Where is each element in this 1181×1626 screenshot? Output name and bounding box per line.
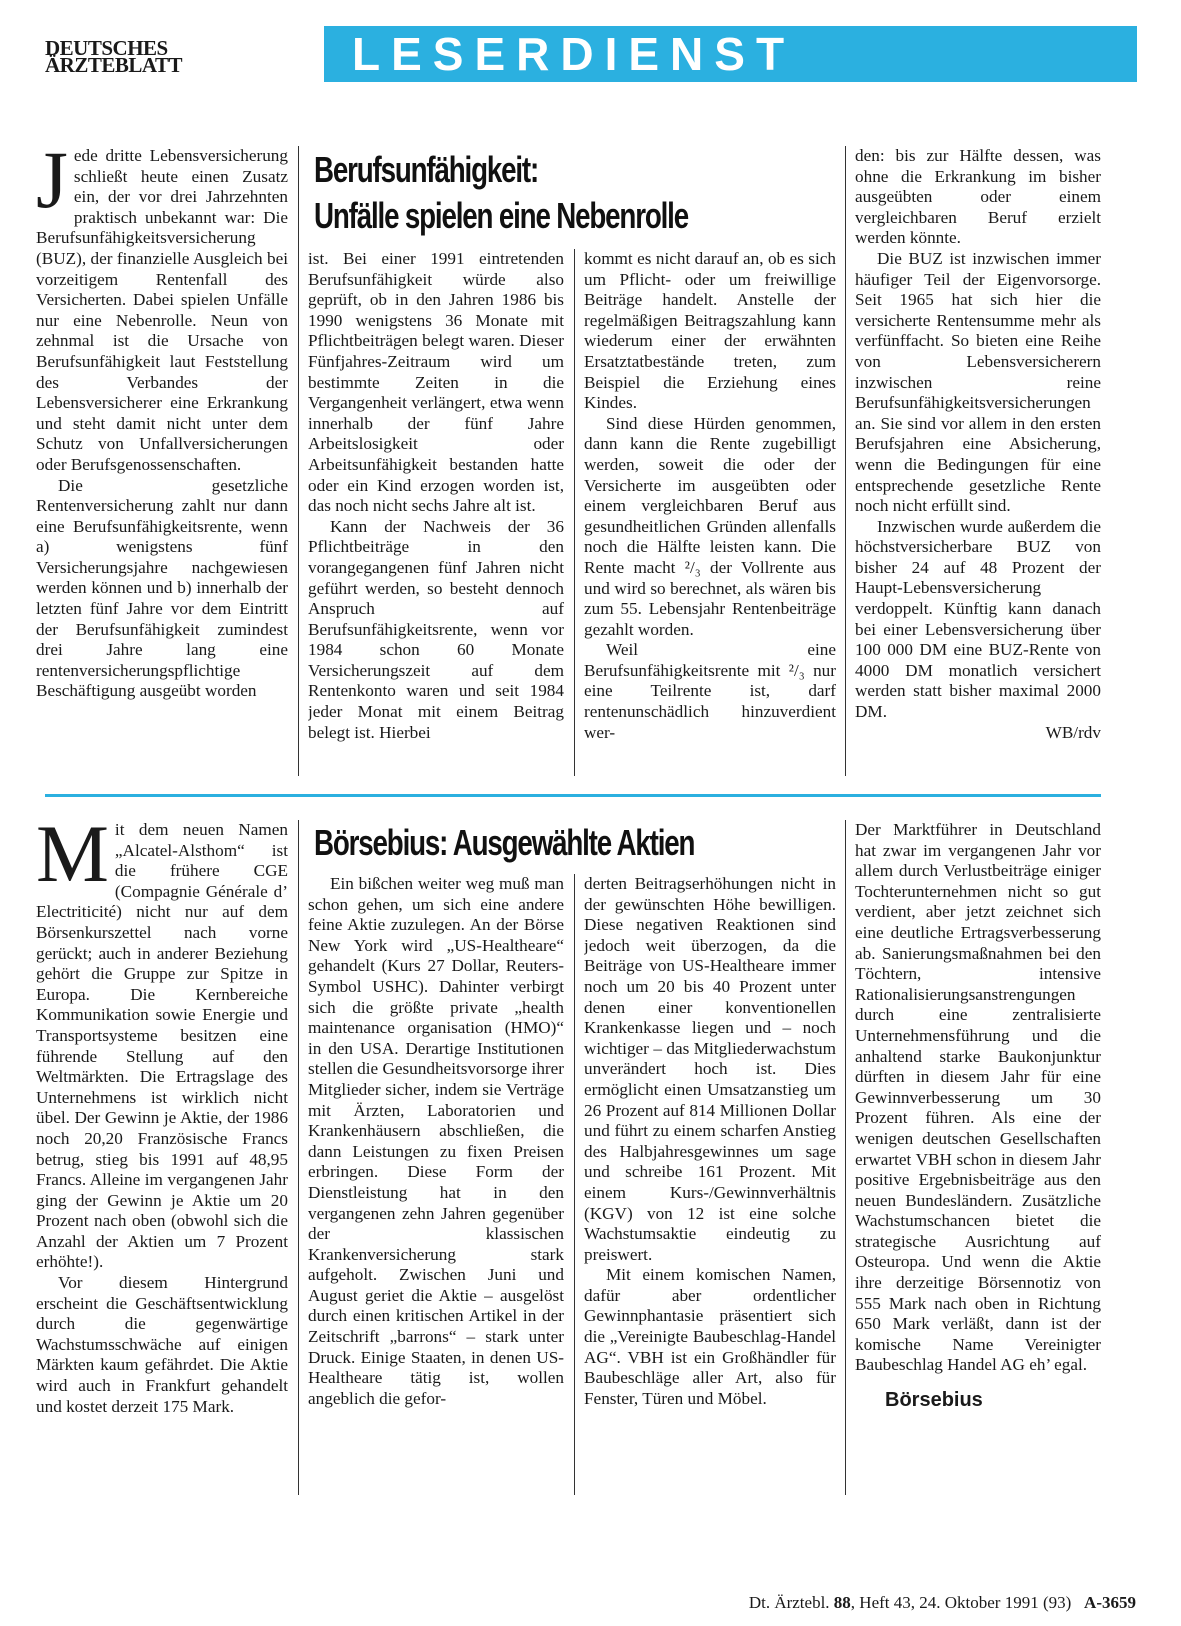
paragraph: Sind diese Hürden genommen, dann kann die Rente zugebilligt werden, soweit die oder der Versicherte im ausgeübten oder einem vergleichbaren Beruf aus gesundheitlichen Gründen allenfalls noch die Hälfte leisten kann. Die Rente macht ²/₃ der Vollrente aus und wird so berechnet, als wären bis zum 55. Lebensjahr Rentenbeiträge gezahlt worden. — [584, 413, 836, 639]
masthead-line2: ÄRZTEBLATT — [45, 53, 182, 77]
section-divider — [45, 794, 1101, 797]
article2-dropcap: M — [36, 820, 109, 899]
column-divider — [574, 874, 575, 1495]
column-divider — [845, 820, 846, 1495]
column-divider — [574, 249, 575, 776]
footer-issue: , Heft 43, 24. Oktober 1991 (93) — [850, 1593, 1072, 1612]
page-footer — [749, 1593, 1136, 1613]
article1-signature: WB/rdv — [1045, 722, 1101, 742]
paragraph: ede dritte Lebensversicherung schließt heute einen Zusatz ein, der vor drei Jahrzehnten praktisch unbekannt war: Die Berufsunfähigkeitsversicherung (BUZ), der finanzielle Ausgleich bei vorzeitigem Rentenfall des Versicherten. Dabei spielen Unfälle nur eine Nebenrolle. Neun von zehnmal ist die Ursache von Berufsunfähigkeit laut Feststellung des Verbandes der Lebensversicherer eine Erkrankung und steht damit nicht unter dem Schutz von Unfallversicherungen oder Berufsgenossenschaften. — [36, 146, 288, 474]
paragraph: Die BUZ ist inzwischen immer häufiger Teil der Eigenvorsorge. Seit 1965 hat sich hier die versicherte Rentensumme mehr als verfünffacht. So bieten eine Reihe von Lebensversicherern inzwischen reine Berufsunfähigkeitsversicherungen an. Sie sind vor allem in den ersten Berufsjahren eine Absicherung, wenn die Bedingungen für eine entsprechende gesetzliche Rente noch nicht erfüllt sind. — [855, 248, 1101, 516]
masthead-logo — [45, 36, 245, 77]
paragraph: Mit einem komischen Namen, dafür aber ordentlicher Gewinnphantasie präsentiert sich die „Vereinigte Baubeschlag-Handel AG“. VBH ist ein Großhändler für Baubeschläge aller Art, also für Fenster, Türen und Möbel. — [584, 1265, 836, 1408]
masthead-line1: DEUTSCHES — [45, 36, 168, 60]
article1-column2 — [308, 249, 564, 781]
article2-signature: Börsebius — [885, 1389, 983, 1412]
paragraph: it dem neuen Namen „Alcatel-Alsthom“ ist die frühere CGE (Compagnie Générale d’ Electriticité) nicht nur auf dem Börsenkurszettel nach vorne gerückt; auch in anderer Beziehung gehört die Gruppe zur Spitze in Europa. Die Kernbereiche Kommunikation sowie Energie und Transportsysteme besitzen eine führende Stellung auf den Weltmärkten. Die Ertragslage des Unternehmens ist wirklich nicht übel. Der Gewinn je Aktie, der 1986 noch 20,20 Französische Francs betrug, stieg bis 1991 auf 48,95 Francs. Alleine im vergangenen Jahr ging der Gewinn je Aktie um 20 Prozent nach oben (obwohl sich die Anzahl der Aktien um 7 Prozent erhöhte!). — [36, 820, 288, 1272]
footer-page-number: A-3659 — [1084, 1593, 1136, 1612]
paragraph: den: bis zur Hälfte dessen, was ohne die Erkrankung im bisher ausgeübten oder einem vergleichbaren Beruf erzielt werden könnte. — [855, 146, 1101, 248]
paragraph: Weil eine Berufsunfähigkeitsrente mit ²/₃ nur eine Teilrente ist, darf rentenunschädlich hinzuverdient wer- — [584, 640, 836, 742]
paragraph: derten Beitragserhöhungen nicht in der gewünschten Höhe bewilligen. Diese negativen Reaktionen sind jedoch weit überzogen, da die Beiträge von US-Healtheare immer noch um 20 bis 40 Prozent unter denen einer konventionellen Krankenkasse liegen und – noch wichtiger – das Mitgliederwachstum unverändert hoch ist. Dies ermöglicht einen Umsatzanstieg um 26 Prozent auf 814 Millionen Dollar und führt zu einem scharfen Anstieg des Halbjahresgewinnes um sage und schreibe 161 Prozent. Mit einem Kurs-/Gewinnverhältnis (KGV) von 12 ist eine solche Wachstumsaktie eindeutig zu preiswert. — [584, 874, 836, 1264]
article2-headline: Börsebius: Ausgewählte Aktien — [314, 822, 695, 863]
article1-column1 — [36, 146, 288, 781]
article1-headline-line1: Berufsunfähigkeit: — [314, 149, 539, 190]
article1-column4 — [855, 146, 1101, 786]
article1-column3 — [584, 249, 836, 781]
paragraph: Vor diesem Hintergrund erscheint die Geschäftsentwicklung durch die gegenwärtige Wachstumsschwäche auf einigen Märkten kaum gefährdet. Die Aktie wird auch in Frankfurt gehandelt und kostet derzeit 175 Mark. — [36, 1273, 288, 1416]
paragraph: ist. Bei einer 1991 eintretenden Berufsunfähigkeit würde also geprüft, ob in den Jahren 1986 bis 1990 wenigstens 36 Monate mit Pflichtbeiträgen belegt waren. Dieser Fünfjahres-Zeitraum wird um bestimmte Zeiten in die Vergangenheit verlängert, etwa wenn innerhalb der fünf Jahre Arbeitslosigkeit oder Arbeitsunfähigkeit bestanden hatte oder ein Kind erzogen worden ist, das noch nicht sechs Jahre alt ist. — [308, 249, 564, 516]
paragraph: Ein bißchen weiter weg muß man schon gehen, um sich eine andere feine Aktie zuzulegen. An der Börse New York wird „US-Healtheare“ gehandelt (Kurs 27 Dollar, Reuters-Symbol USHC). Dahinter verbirgt sich die größte private „health maintenance organisation (HMO)“ in den USA. Derartige Institutionen stellen die Gesundheitsvorsorge ihrer Mitglieder sicher, indem sie Verträge mit Ärzten, Laboratorien und Krankenhäusern abschließen, die dann Leistungen zu fixen Preisen erbringen. Diese Form der Dienstleistung hat in den vergangenen zehn Jahren gegenüber der klassischen Krankenversicherung stark aufgeholt. Zwischen Juni und August geriet die Aktie – ausgelöst durch einen kritischen Artikel in der Zeitschrift „barrons“ – stark unter Druck. Einige Staaten, in denen US-Healtheare tätig ist, wollen angeblich die gefor- — [308, 874, 564, 1408]
article1-headline-line2: Unfälle spielen eine Nebenrolle — [314, 195, 688, 236]
article2-column4 — [855, 820, 1101, 1520]
paragraph: Der Marktführer in Deutschland hat zwar im vergangenen Jahr vor allem durch Verlustbeiträge einiger Tochterunternehmen nicht so gut verdient, aber jetzt zeichnet sich eine deutliche Ertragsverbesserung ab. Sanierungsmaßnahmen bei den Töchtern, intensive Rationalisierungsanstrengungen durch eine zentralisierte Unternehmensführung und die anhaltend starke Baukonjunktur dürften in diesem Jahr für eine Gewinnverbesserung um 30 Prozent führen. Als eine der wenigen deutschen Gesellschaften erwartet VBH schon in diesem Jahr positive Ergebnisbeiträge aus den neuen Bundesländern. Zusätzliche Wachstumschancen bietet die strategische Ausrichtung auf Osteuropa. Und wenn die Aktie ihre derzeitige Börsennotiz von 555 Mark nach oben in Richtung 650 Mark verläßt, dann ist der komische Name Vereinigter Baubeschlag Handel AG eh’ egal. — [855, 820, 1101, 1375]
footer-volume: 88 — [833, 1593, 851, 1612]
article2-column1 — [36, 820, 288, 1500]
section-banner: LESERDIENST — [324, 26, 1137, 82]
paragraph: Kann der Nachweis der 36 Pflichtbeiträge in den vorangegangenen fünf Jahren nicht geführt werden, so besteht dennoch Anspruch auf Berufsunfähigkeitsrente, wenn vor 1984 schon 60 Monate Versicherungszeit auf dem Rentenkonto waren und seit 1984 jeder Monat mit einem Beitrag belegt ist. Hierbei — [308, 516, 564, 742]
paragraph: kommt es nicht darauf an, ob es sich um Pflicht- oder um freiwillige Beiträge handelt. Anstelle der regelmäßigen Beitragszahlung kann wiederum einer der erwähnten Ersatztatbestände treten, zum Beispiel die Erziehung eines Kindes. — [584, 249, 836, 413]
footer-journal: Dt. Ärztebl. — [748, 1593, 830, 1612]
paragraph: Die gesetzliche Rentenversicherung zahlt nur dann eine Berufsunfähigkeitsrente, wenn a) wenigstens fünf Versicherungsjahre nachgewiesen werden können und b) innerhalb der letzten fünf Jahre vor dem Eintritt der Berufsunfähigkeit zumindest drei Jahre lang eine rentenversicherungspflichtige Beschäftigung ausgeübt worden — [36, 475, 288, 701]
column-divider — [298, 146, 299, 776]
column-divider — [298, 820, 299, 1495]
article2-column3 — [584, 874, 836, 1500]
article1-dropcap: J — [36, 146, 68, 225]
column-divider — [845, 146, 846, 776]
article2-column2 — [308, 874, 564, 1500]
paragraph: Inzwischen wurde außerdem die höchstversicherbare BUZ von bisher 24 auf 48 Prozent der Haupt-Lebensversicherung verdoppelt. Künftig kann danach bei einer Lebensversicherung über 100 000 DM eine BUZ-Rente von 4000 DM monatlich versichert werden statt bisher maximal 2000 DM. — [855, 516, 1101, 722]
